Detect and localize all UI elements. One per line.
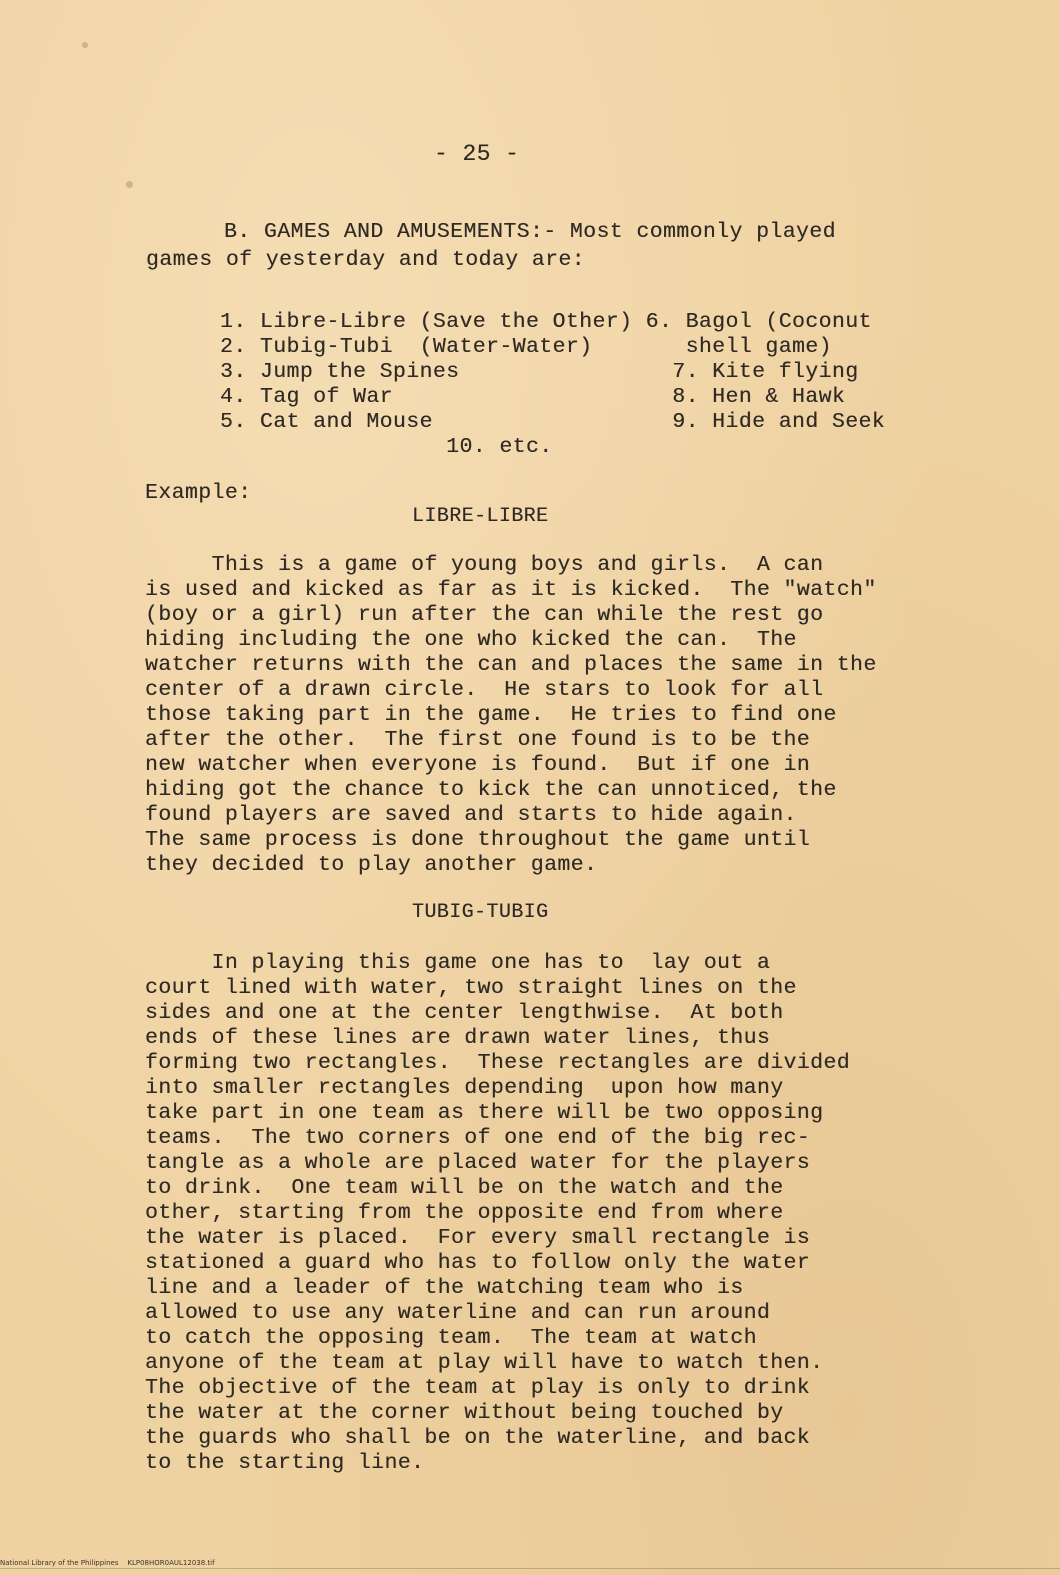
paragraph-line: found players are saved and starts to hide again. xyxy=(145,803,797,827)
paragraph-line: teams. The two corners of one end of the big rec- xyxy=(145,1126,811,1150)
paragraph-line: other, starting from the opposite end from where xyxy=(145,1201,784,1225)
games-list-line: 5. Cat and Mouse 9. Hide and Seek xyxy=(220,410,886,434)
paragraph-line: take part in one team as there will be two opposing xyxy=(145,1101,824,1125)
tubig-tubig-title: TUBIG-TUBIG xyxy=(412,901,549,924)
libre-libre-title: LIBRE-LIBRE xyxy=(412,505,549,528)
paragraph-line: This is a game of young boys and girls. A can xyxy=(145,553,824,577)
games-list-line: 1. Libre-Libre (Save the Other) 6. Bagol (Coconut xyxy=(220,310,872,334)
example-label: Example: xyxy=(145,481,252,505)
paragraph-line: to the starting line. xyxy=(145,1451,425,1475)
games-list-line: 10. etc. xyxy=(220,435,553,459)
section-intro: games of yesterday and today are: xyxy=(146,248,585,272)
paragraph-line: stationed a guard who has to follow only the water xyxy=(145,1251,811,1275)
paragraph-line: the guards who shall be on the waterline, and back xyxy=(145,1426,811,1450)
paragraph-line: allowed to use any waterline and can run around xyxy=(145,1301,771,1325)
paragraph-line: the water is placed. For every small rectangle is xyxy=(145,1226,811,1250)
paper-blemish xyxy=(126,181,133,188)
paragraph-line: court lined with water, two straight lines on the xyxy=(145,976,797,1000)
games-list-line: 2. Tubig-Tubi (Water-Water) shell game) xyxy=(220,335,832,359)
paragraph-line: to catch the opposing team. The team at watch xyxy=(145,1326,757,1350)
paragraph-line: hiding including the one who kicked the can. The xyxy=(145,628,797,652)
paragraph-line: the water at the corner without being touched by xyxy=(145,1401,784,1425)
paragraph-line: watcher returns with the can and places the same in the xyxy=(145,653,877,677)
page-number: - 25 - xyxy=(434,141,520,167)
games-list-line: 3. Jump the Spines 7. Kite flying xyxy=(220,360,859,384)
paragraph-line: The objective of the team at play is only to drink xyxy=(145,1376,811,1400)
footer-divider xyxy=(0,1568,1060,1569)
scan-footer: National Library of the Philippines KLP08HOR0AUL12038.tif xyxy=(0,1559,215,1567)
paragraph-line: to drink. One team will be on the watch and the xyxy=(145,1176,784,1200)
paragraph-line: center of a drawn circle. He stars to look for all xyxy=(145,678,824,702)
paragraph-line: anyone of the team at play will have to watch then. xyxy=(145,1351,824,1375)
paragraph-line: sides and one at the center lengthwise. At both xyxy=(145,1001,784,1025)
paragraph-line: forming two rectangles. These rectangles are divided xyxy=(145,1051,851,1075)
paragraph-line: hiding got the chance to kick the can unnoticed, the xyxy=(145,778,837,802)
paragraph-line: after the other. The first one found is to be the xyxy=(145,728,811,752)
paragraph-line: into smaller rectangles depending upon how many xyxy=(145,1076,784,1100)
section-heading: B. GAMES AND AMUSEMENTS:- Most commonly played xyxy=(224,220,836,244)
paragraph-line: In playing this game one has to lay out a xyxy=(145,951,771,975)
paragraph-line: new watcher when everyone is found. But if one in xyxy=(145,753,811,777)
games-list-line: 4. Tag of War 8. Hen & Hawk xyxy=(220,385,846,409)
paragraph-line: they decided to play another game. xyxy=(145,853,598,877)
paragraph-line: is used and kicked as far as it is kicked. The "watch" xyxy=(145,578,877,602)
paragraph-line: The same process is done throughout the game until xyxy=(145,828,811,852)
paragraph-line: those taking part in the game. He tries to find one xyxy=(145,703,837,727)
paragraph-line: ends of these lines are drawn water lines, thus xyxy=(145,1026,771,1050)
paper-blemish xyxy=(82,42,88,48)
paragraph-line: tangle as a whole are placed water for the players xyxy=(145,1151,811,1175)
paragraph-line: line and a leader of the watching team who is xyxy=(145,1276,744,1300)
paragraph-line: (boy or a girl) run after the can while the rest go xyxy=(145,603,824,627)
